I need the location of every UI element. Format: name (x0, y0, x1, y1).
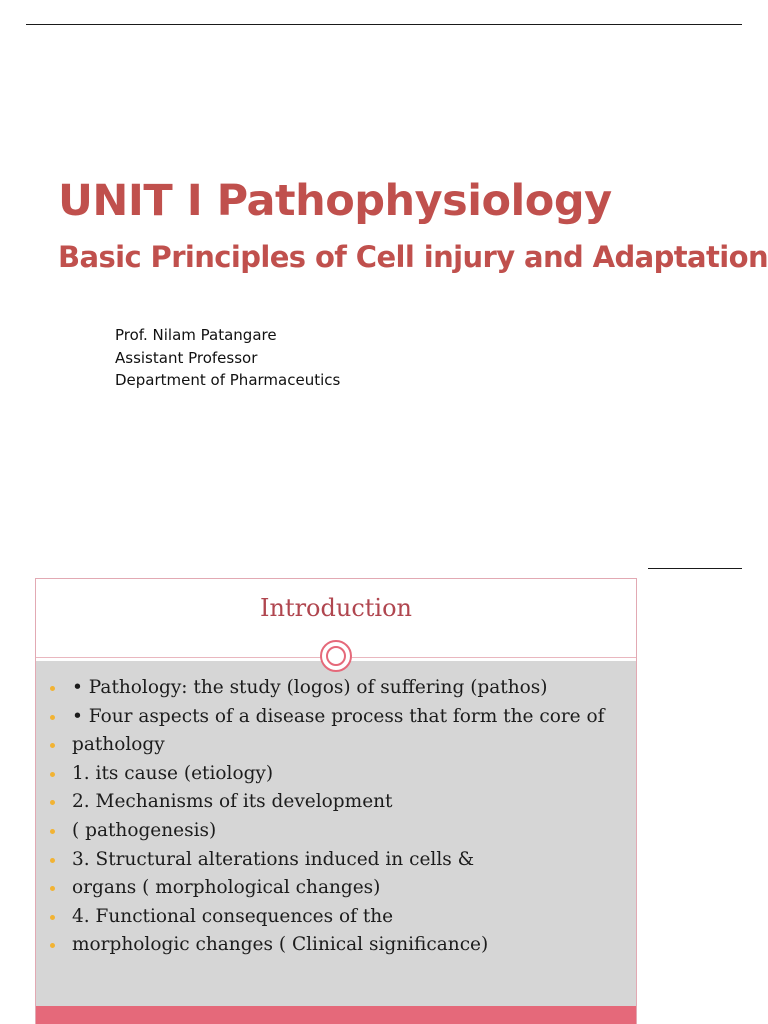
list-item: morphologic changes ( Clinical significance) (48, 931, 633, 960)
bullet-dot-icon (50, 743, 55, 748)
list-item: 2. Mechanisms of its development (48, 788, 633, 817)
slide-footer-bar (36, 1006, 636, 1024)
list-item: 1. its cause (etiology) (48, 760, 633, 789)
bullet-dot-icon (50, 829, 55, 834)
list-item: • Four aspects of a disease process that form the core of (48, 703, 633, 732)
slide-preview (35, 578, 637, 1024)
slide-title: Introduction (260, 594, 412, 622)
bullet-dot-icon (50, 943, 55, 948)
side-divider (648, 568, 742, 569)
bullet-dot-icon (50, 715, 55, 720)
author-block (115, 324, 340, 392)
list-item: organs ( morphological changes) (48, 874, 633, 903)
bullet-dot-icon (50, 858, 55, 863)
bullet-dot-icon (50, 915, 55, 920)
document-title: UNIT I Pathophysiology (58, 176, 612, 226)
list-item: • Pathology: the study (logos) of suffering (pathos) (48, 674, 633, 703)
bullet-dot-icon (50, 886, 55, 891)
bullet-dot-icon (50, 800, 55, 805)
ring-ornament-icon (320, 640, 352, 672)
list-item: pathology (48, 731, 633, 760)
author-department: Department of Pharmaceutics (115, 371, 341, 389)
author-position: Assistant Professor (115, 348, 258, 367)
author-name: Prof. Nilam Patangare (115, 326, 277, 344)
slide-bullet-list (48, 674, 633, 960)
document-subtitle: Basic Principles of Cell injury and Adaptation (58, 240, 768, 274)
bullet-dot-icon (50, 686, 55, 691)
list-item: ( pathogenesis) (48, 817, 633, 846)
bullet-dot-icon (50, 772, 55, 777)
list-item: 3. Structural alterations induced in cells & (48, 846, 633, 875)
list-item: 4. Functional consequences of the (48, 903, 633, 932)
top-divider (26, 24, 742, 25)
